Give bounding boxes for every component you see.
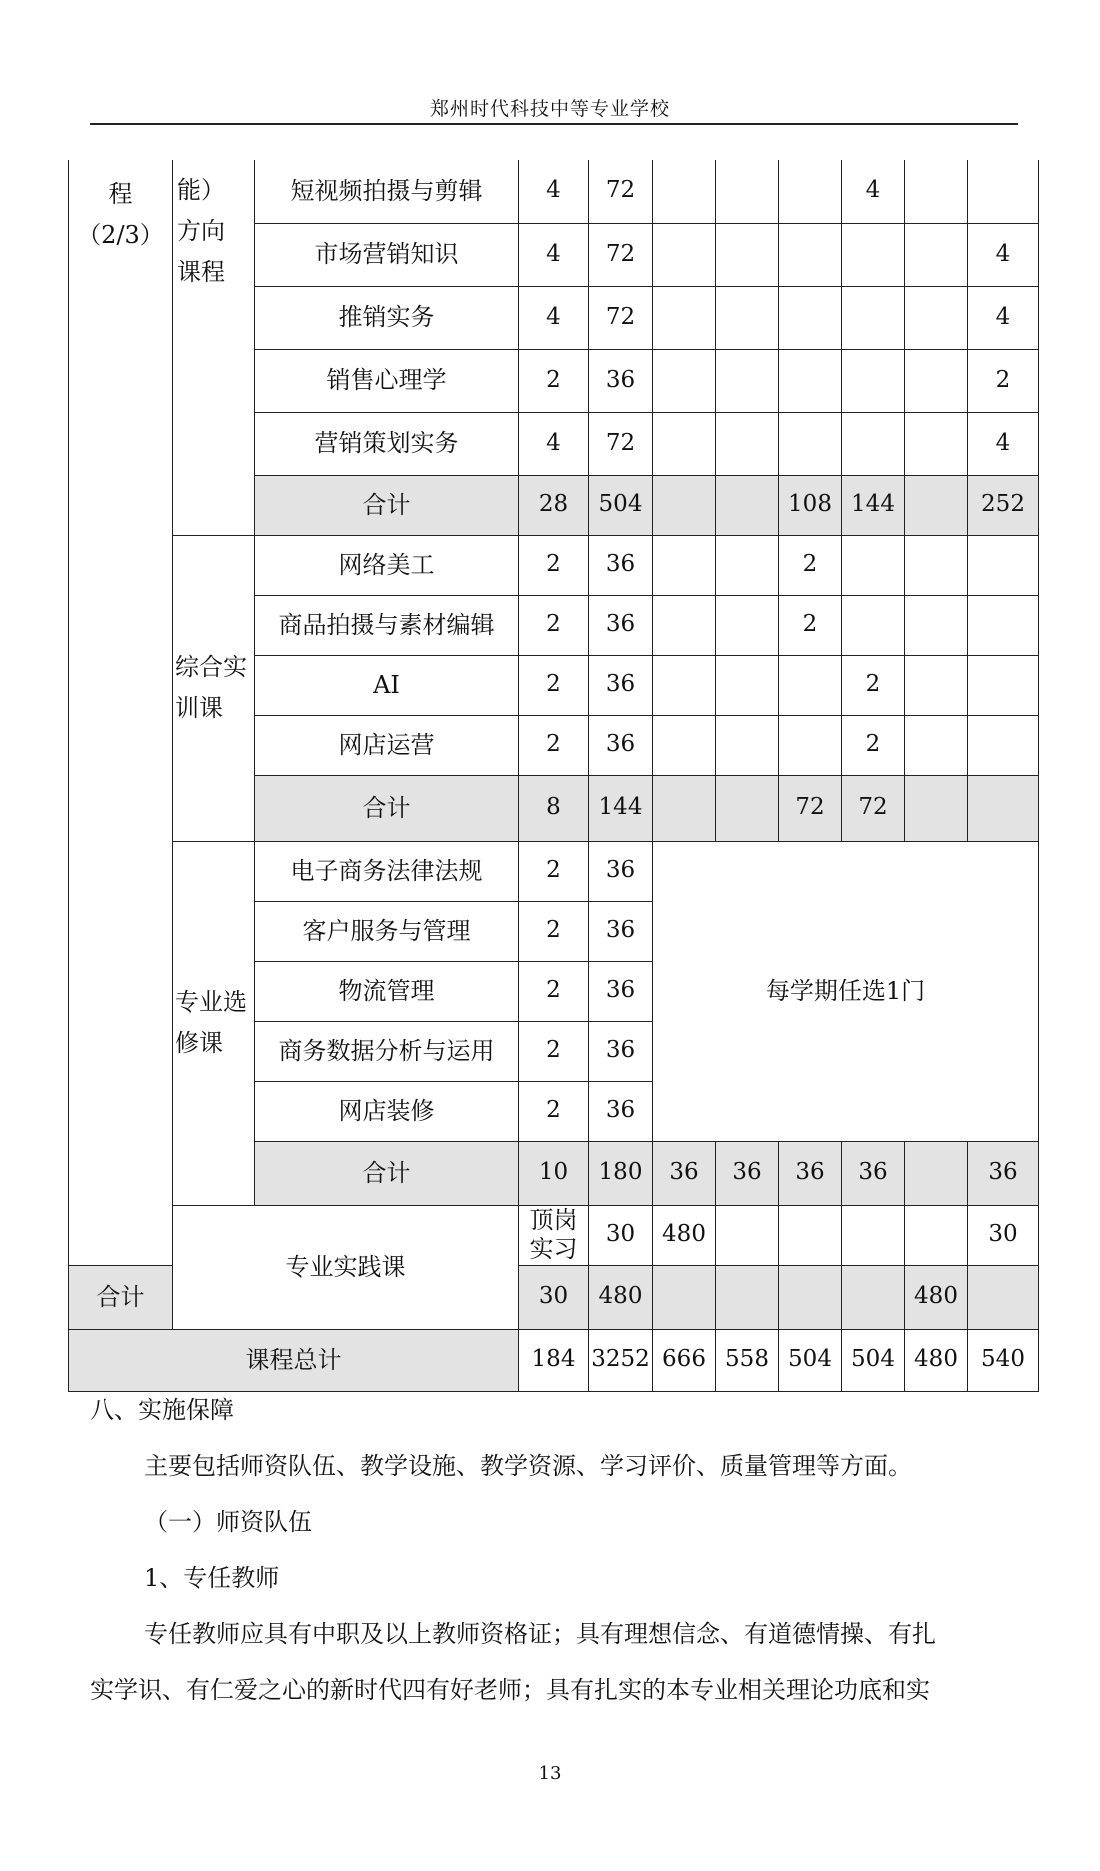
semester-cell (716, 475, 779, 535)
semester-cell: 4 (968, 286, 1039, 349)
semester-cell (779, 286, 842, 349)
semester-cell: 36 (716, 1141, 779, 1205)
semester-cell: 2 (968, 349, 1039, 412)
semester-cell: 36 (653, 1141, 716, 1205)
semester-cell (716, 286, 779, 349)
semester-cell (968, 535, 1039, 595)
semester-cell (968, 1265, 1039, 1329)
semester-cell: 72 (779, 775, 842, 841)
hours-cell: 504 (589, 475, 653, 535)
paragraph-line: 实学识、有仁爱之心的新时代四有好老师；具有扎实的本专业相关理论功底和实 (90, 1676, 930, 1704)
hours-cell: 72 (589, 412, 653, 475)
semester-cell (779, 1205, 842, 1265)
credit-cell: 2 (519, 535, 589, 595)
semester-cell (968, 715, 1039, 775)
credit-cell: 2 (519, 841, 589, 901)
semester-cell (716, 349, 779, 412)
semester-cell (779, 655, 842, 715)
semester-cell: 480 (905, 1329, 968, 1391)
semester-cell: 36 (779, 1141, 842, 1205)
semester-cell: 480 (905, 1265, 968, 1329)
semester-cell (653, 349, 716, 412)
semester-cell: 4 (842, 160, 905, 223)
category-label-line1: 程 (108, 180, 133, 208)
semester-cell (653, 715, 716, 775)
category-label-line2: （2/3） (77, 220, 164, 249)
credit-cell: 10 (519, 1141, 589, 1205)
semester-cell (842, 349, 905, 412)
credit-cell: 4 (519, 223, 589, 286)
semester-cell (653, 286, 716, 349)
hours-cell: 72 (589, 223, 653, 286)
credit-cell: 4 (519, 412, 589, 475)
table-row (69, 160, 1039, 223)
credit-cell: 2 (519, 349, 589, 412)
semester-cell: 540 (968, 1329, 1039, 1391)
semester-cell (905, 535, 968, 595)
table-row (69, 535, 1039, 595)
hours-cell: 480 (653, 1205, 716, 1265)
hours-cell: 480 (589, 1265, 653, 1329)
semester-cell (716, 715, 779, 775)
semester-cell: 4 (968, 223, 1039, 286)
hours-cell: 144 (589, 775, 653, 841)
semester-cell (905, 715, 968, 775)
credit-cell: 184 (519, 1329, 589, 1391)
semester-cell: 36 (842, 1141, 905, 1205)
credit-cell: 2 (519, 1081, 589, 1141)
intro-paragraph: 主要包括师资队伍、教学设施、教学资源、学习评价、质量管理等方面。 (144, 1452, 912, 1480)
semester-cell: 36 (968, 1141, 1039, 1205)
course-name: 网络美工 (255, 535, 519, 595)
semester-cell: 2 (779, 595, 842, 655)
course-name: 网店运营 (255, 715, 519, 775)
semester-cell (779, 1265, 842, 1329)
semester-cell (905, 286, 968, 349)
hours-cell: 36 (589, 595, 653, 655)
subcategory-direction-cell (173, 160, 255, 535)
semester-cell (779, 160, 842, 223)
grand-total-label: 课程总计 (69, 1329, 519, 1391)
item-heading: 1、专任教师 (144, 1564, 280, 1592)
semester-cell: 252 (968, 475, 1039, 535)
semester-cell (905, 595, 968, 655)
semester-cell (716, 160, 779, 223)
course-name: 推销实务 (255, 286, 519, 349)
course-name: 销售心理学 (255, 349, 519, 412)
hours-cell: 36 (589, 1021, 653, 1081)
semester-cell (842, 595, 905, 655)
semester-cell (968, 775, 1039, 841)
course-name: 商品拍摄与素材编辑 (255, 595, 519, 655)
course-name: 电子商务法律法规 (255, 841, 519, 901)
semester-cell (716, 595, 779, 655)
semester-cell (842, 535, 905, 595)
subcategory-label-line: 训课 (175, 694, 223, 722)
semester-cell (905, 223, 968, 286)
grand-total-row (69, 1329, 1039, 1391)
semester-cell (842, 412, 905, 475)
header-school-name: 郑州时代科技中等专业学校 (429, 98, 670, 120)
semester-cell: 108 (779, 475, 842, 535)
course-name: 网店装修 (255, 1081, 519, 1141)
credit-cell: 28 (519, 475, 589, 535)
hours-cell: 36 (589, 535, 653, 595)
section-heading: 八、实施保障 (90, 1396, 234, 1424)
semester-cell (905, 475, 968, 535)
semester-cell (779, 223, 842, 286)
semester-cell (905, 775, 968, 841)
semester-cell (653, 1265, 716, 1329)
semester-cell: 72 (842, 775, 905, 841)
course-name: 物流管理 (255, 961, 519, 1021)
internship-category-cell: 专业实践课 (173, 1205, 519, 1329)
semester-cell (905, 655, 968, 715)
semester-cell (653, 475, 716, 535)
course-name: 市场营销知识 (255, 223, 519, 286)
course-name: 短视频拍摄与剪辑 (255, 160, 519, 223)
paragraph-line: 专任教师应具有中职及以上教师资格证；具有理想信念、有道德情操、有扎 (144, 1620, 936, 1648)
semester-cell (842, 1265, 905, 1329)
credit-cell: 2 (519, 961, 589, 1021)
page-number: 13 (538, 1763, 562, 1784)
semester-cell (716, 775, 779, 841)
hours-cell: 36 (589, 655, 653, 715)
semester-cell (716, 535, 779, 595)
sub-heading: （一）师资队伍 (144, 1508, 312, 1536)
semester-cell (716, 1265, 779, 1329)
semester-cell (716, 223, 779, 286)
table-row (69, 841, 1039, 901)
semester-cell: 30 (968, 1205, 1039, 1265)
semester-cell (905, 412, 968, 475)
semester-cell (653, 223, 716, 286)
hours-cell: 180 (589, 1141, 653, 1205)
subtotal-label: 合计 (255, 475, 519, 535)
header-rule (90, 123, 1018, 125)
semester-cell (716, 1205, 779, 1265)
hours-cell: 36 (589, 715, 653, 775)
semester-cell (968, 595, 1039, 655)
subtotal-label: 合计 (255, 775, 519, 841)
semester-cell: 2 (842, 715, 905, 775)
subcategory-label-line: 专业选 (175, 988, 247, 1017)
semester-cell (716, 655, 779, 715)
subcategory-label-line: 课程 (177, 257, 225, 286)
semester-cell (905, 1205, 968, 1265)
semester-cell (653, 655, 716, 715)
course-name: 顶岗实习 (519, 1205, 589, 1265)
semester-cell (653, 412, 716, 475)
course-name: 营销策划实务 (255, 412, 519, 475)
subcategory-label-line: 修课 (175, 1029, 223, 1057)
semester-cell (842, 286, 905, 349)
semester-cell (842, 1205, 905, 1265)
hours-cell: 36 (589, 841, 653, 901)
semester-cell: 666 (653, 1329, 716, 1391)
semester-cell (653, 535, 716, 595)
credit-cell: 2 (519, 715, 589, 775)
semester-cell: 504 (842, 1329, 905, 1391)
credit-cell: 8 (519, 775, 589, 841)
semester-cell (905, 1141, 968, 1205)
subtotal-label: 合计 (69, 1265, 173, 1329)
semester-cell (779, 715, 842, 775)
hours-cell: 36 (589, 961, 653, 1021)
course-name: AI (255, 655, 519, 715)
semester-cell (842, 223, 905, 286)
credit-cell: 4 (519, 286, 589, 349)
subcategory-label-line: 能） (177, 176, 225, 204)
semester-cell: 558 (716, 1329, 779, 1391)
hours-cell: 72 (589, 160, 653, 223)
semester-cell (905, 160, 968, 223)
subcategory-label-line: 综合实 (175, 653, 247, 682)
subcategory-elective-cell (173, 841, 255, 1205)
subcategory-practical-cell (173, 535, 255, 841)
semester-cell (905, 349, 968, 412)
hours-cell: 36 (589, 1081, 653, 1141)
semester-cell (968, 655, 1039, 715)
credit-cell: 2 (519, 655, 589, 715)
semester-cell (653, 160, 716, 223)
hours-cell: 3252 (589, 1329, 653, 1391)
credit-cell: 30 (589, 1205, 653, 1265)
subtotal-label: 合计 (255, 1141, 519, 1205)
semester-cell (653, 775, 716, 841)
hours-cell: 36 (589, 901, 653, 961)
elective-note-cell: 每学期任选1门 (653, 841, 1039, 1141)
semester-cell (779, 349, 842, 412)
course-name: 客户服务与管理 (255, 901, 519, 961)
semester-cell (779, 412, 842, 475)
credit-cell: 2 (519, 595, 589, 655)
semester-cell (716, 412, 779, 475)
semester-cell: 504 (779, 1329, 842, 1391)
hours-cell: 72 (589, 286, 653, 349)
course-table (68, 160, 1039, 1392)
hours-cell: 36 (589, 349, 653, 412)
category-cell (69, 160, 173, 1265)
subcategory-label-line: 方向 (177, 216, 225, 245)
semester-cell: 2 (779, 535, 842, 595)
semester-cell (968, 160, 1039, 223)
credit-cell: 2 (519, 901, 589, 961)
table-row (69, 1205, 1039, 1265)
semester-cell: 4 (968, 412, 1039, 475)
semester-cell (653, 595, 716, 655)
credit-cell: 2 (519, 1021, 589, 1081)
credit-cell: 4 (519, 160, 589, 223)
semester-cell: 144 (842, 475, 905, 535)
credit-cell: 30 (519, 1265, 589, 1329)
course-name: 商务数据分析与运用 (255, 1021, 519, 1081)
semester-cell: 2 (842, 655, 905, 715)
